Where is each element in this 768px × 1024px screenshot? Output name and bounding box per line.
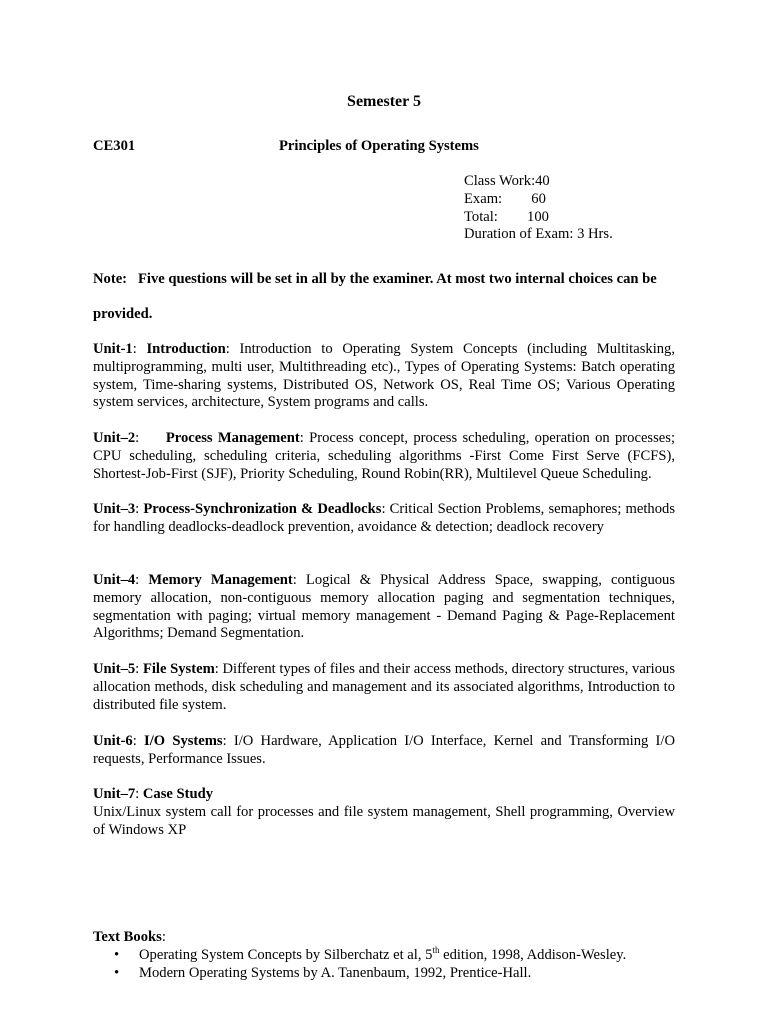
unit-heading: Introduction [146, 341, 226, 357]
text-books-label: Text Books [93, 929, 162, 945]
book-text-tail: edition, 1998, Addison-Wesley. [439, 947, 627, 963]
unit-heading: Memory Management [148, 572, 293, 588]
unit-7 [93, 786, 675, 839]
unit-label: Unit–7 [93, 786, 136, 802]
unit-label: Unit–4 [93, 572, 136, 588]
marks-exam: Exam: 60 [464, 190, 546, 207]
unit-1 [93, 341, 675, 412]
unit-heading: File System [142, 661, 215, 677]
marks-class-work: Class Work:40 [464, 173, 550, 189]
text-books-list [93, 947, 739, 983]
unit-text: : Process concept, process scheduling, operation on processes; CPU scheduling, scheduling criteria, scheduling algorithms -First Come First Serve (FCFS), Shortest-Job-First (SJF), Priority Scheduling, Round Robin(RR), Multilevel Queue Scheduling. [93, 430, 679, 482]
unit-heading: I/O Systems [144, 733, 223, 749]
exam-note [93, 262, 675, 332]
unit-text: : Introduction to Operating System Concepts (including Multitasking, multiprogramming, multi user, Multithreading etc)., Types of Operating Systems: Batch operating system, Time-sharing systems, Distributed OS, Network OS, Real Time OS; Various Operating system services, architecture, System programs and calls. [93, 341, 675, 411]
unit-label: Unit–2 [93, 430, 136, 446]
unit-text: : Different types of files and their access methods, directory structures, various allocation methods, disk scheduling and management and its associated algorithms, Introduction to distributed file system. [93, 661, 675, 713]
unit-text: : I/O Hardware, Application I/O Interface, Kernel and Transforming I/O requests, Performance Issues. [93, 733, 675, 767]
unit-label: Unit–5 [93, 661, 136, 677]
text-books-heading [93, 929, 166, 947]
unit-label: Unit-1 [93, 341, 133, 357]
unit-sep: : [135, 661, 143, 677]
book-sup: th [432, 945, 440, 955]
book-text: Operating System Concepts by Silberchatz et al, 5 [139, 947, 433, 963]
unit-text: Unix/Linux system call for processes and file system management, Shell programming, Overview of Windows XP [93, 803, 675, 838]
unit-sep: : [132, 733, 145, 749]
unit-heading: Process Management [165, 430, 300, 446]
unit-sep: : [135, 786, 143, 802]
marks-duration: Duration of Exam: 3 Hrs. [464, 226, 613, 243]
unit-6 [93, 733, 675, 769]
marks-total: Total: 100 [464, 208, 549, 225]
unit-3 [93, 501, 675, 537]
unit-label: Unit–3 [93, 501, 136, 517]
unit-heading: Process-Synchronization & Deadlocks [143, 501, 382, 517]
unit-5 [93, 661, 675, 714]
text-books-colon: : [161, 929, 166, 945]
unit-sep: : [135, 501, 144, 517]
list-item [139, 965, 739, 983]
unit-sep: : [135, 572, 149, 588]
unit-2 [93, 430, 679, 483]
marks-block [464, 173, 613, 244]
book-text: Modern Operating Systems by A. Tanenbaum, 1992, Prentice-Hall. [139, 964, 532, 981]
unit-4 [93, 572, 675, 643]
list-item [139, 947, 739, 965]
unit-heading: Case Study [142, 786, 214, 802]
unit-sep: : [135, 430, 166, 446]
unit-text: : Critical Section Problems, semaphores; methods for handling deadlocks-deadlock prevention, avoidance & detection; deadlock recovery [93, 501, 676, 535]
unit-label: Unit-6 [93, 733, 133, 749]
note-text: Five questions will be set in all by the examiner. At most two internal choices can be provided. [93, 271, 657, 322]
page-title: Semester 5 [347, 93, 421, 110]
unit-text: : Logical & Physical Address Space, swapping, contiguous memory allocation, non-contiguous memory allocation paging and segmentation techniques, segmentation with paging; virtual memory management - Demand Paging & Page-Replacement Algorithms; Demand Segmentation. [93, 572, 676, 642]
note-label: Note: [93, 271, 128, 287]
course-code: CE301 [93, 138, 136, 154]
course-name: Principles of Operating Systems [279, 138, 479, 154]
unit-sep: : [132, 341, 147, 357]
